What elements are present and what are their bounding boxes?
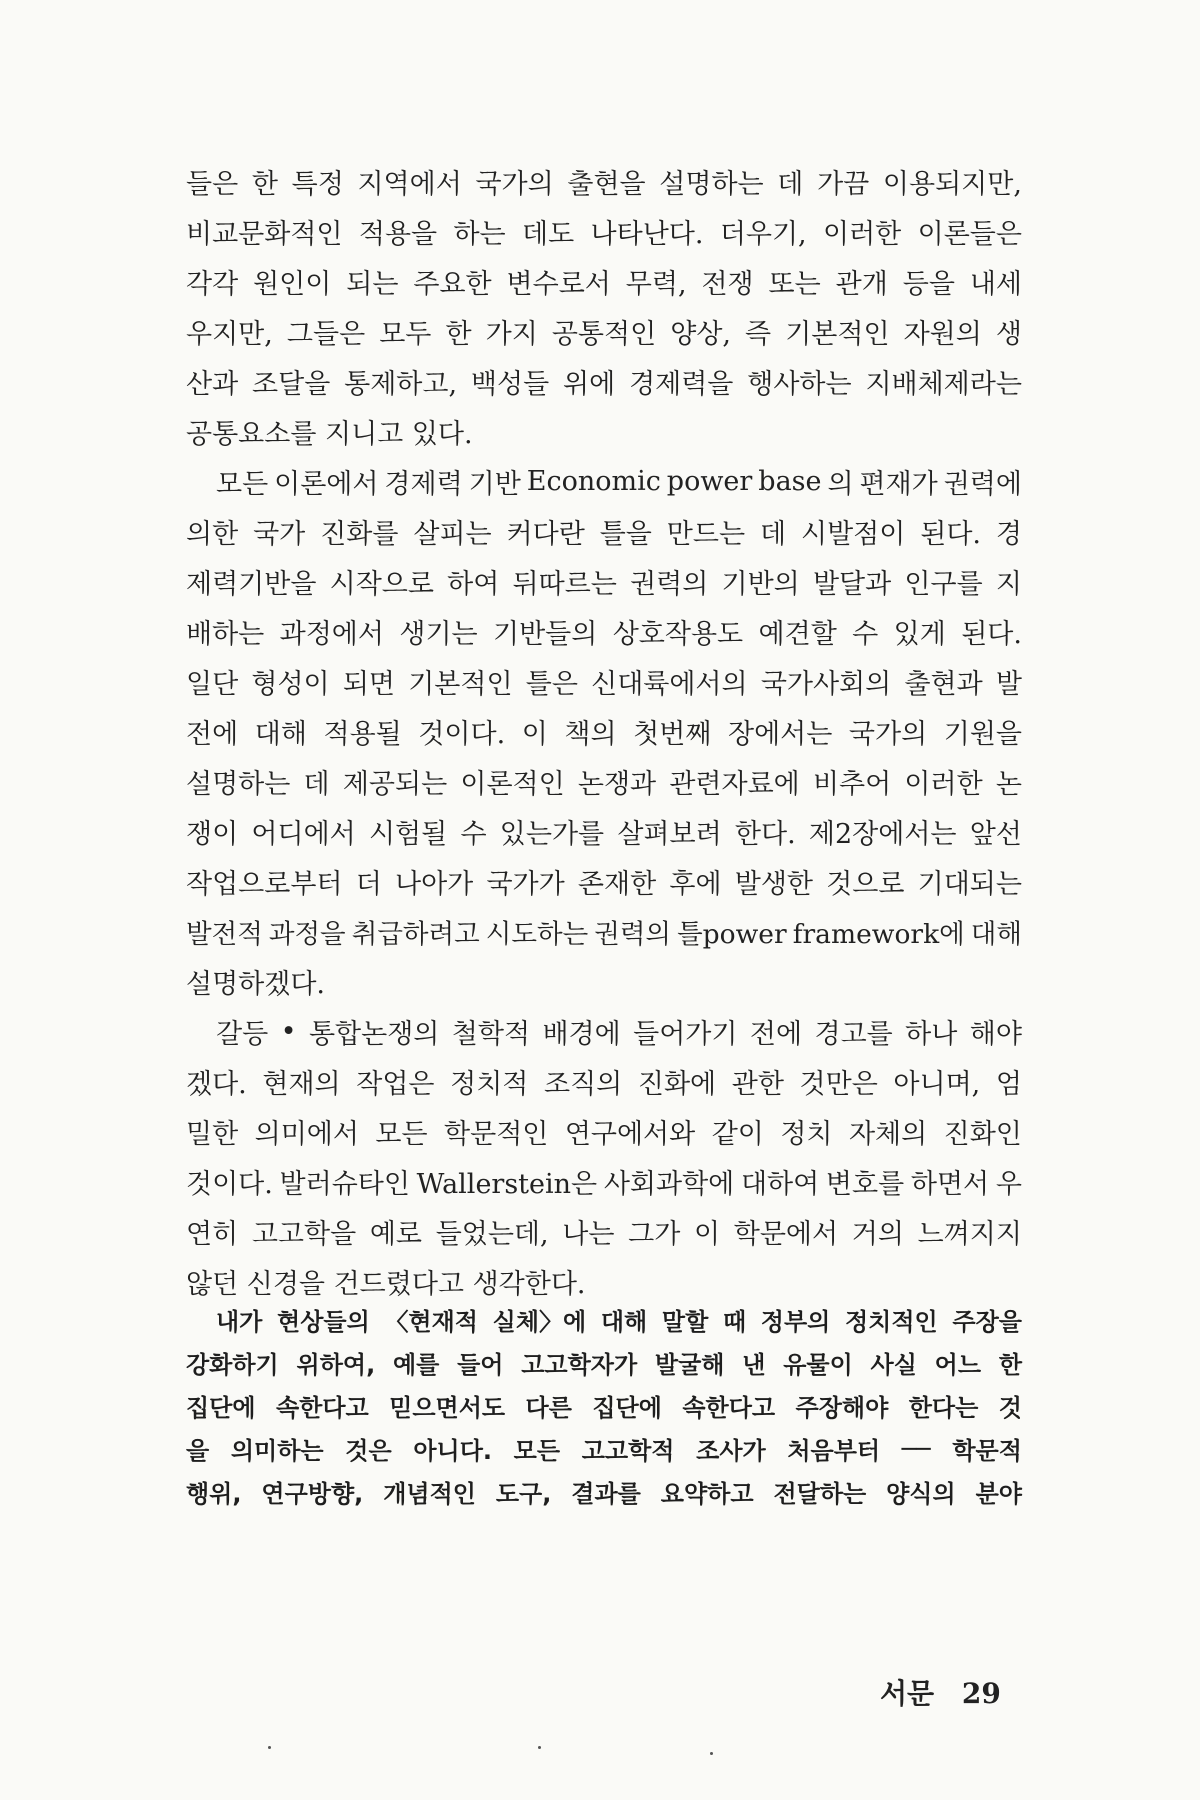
page-number: 29 (961, 1677, 1001, 1710)
paragraph (186, 1006, 1022, 1306)
text-line: 일단 형성이 되면 기본적인 틀은 신대륙에서의 국가사회의 출현과 발 (186, 668, 1022, 700)
block-quote (186, 1298, 1022, 1513)
quote-line: 집단에 속한다고 믿으면서도 다른 집단에 속한다고 주장해야 한다는 것 (186, 1394, 1022, 1422)
text-line: 것이다. 발러슈타인 Wallerstein은 사회과학에 대하여 변호를 하면서 우 (186, 1168, 1022, 1200)
text-line: 제력기반을 시작으로 하여 뒤따르는 권력의 기반의 발달과 인구를 지 (186, 568, 1022, 600)
text-line: 들은 한 특정 지역에서 국가의 출현을 설명하는 데 가끔 이용되지만, (186, 168, 1022, 200)
paragraph (186, 456, 1022, 1006)
text-line: 밀한 의미에서 모든 학문적인 연구에서와 같이 정치 자체의 진화인 (186, 1118, 1022, 1150)
text-line: 전에 대해 적용될 것이다. 이 책의 첫번째 장에서는 국가의 기원을 (186, 718, 1022, 750)
text-line: 쟁이 어디에서 시험될 수 있는가를 살펴보려 한다. 제2장에서는 앞선 (186, 818, 1022, 850)
quote-line: 을 의미하는 것은 아니다. 모든 고고학적 조사가 처음부터 ── 학문적 (186, 1434, 1022, 1465)
text-line: 우지만, 그들은 모두 한 가지 공통적인 양상, 즉 기본적인 자원의 생 (186, 318, 1022, 350)
text-line: 산과 조달을 통제하고, 백성들 위에 경제력을 행사하는 지배체제라는 (186, 368, 1022, 400)
text-line: 모든 이론에서 경제력 기반 Economic power base 의 편재가 권력에 (216, 465, 1022, 500)
text-line: 겠다. 현재의 작업은 정치적 조직의 진화에 관한 것만은 아니며, 엄 (186, 1068, 1022, 1100)
text-line: 설명하는 데 제공되는 이론적인 논쟁과 관련자료에 비추어 이러한 논 (186, 768, 1022, 800)
text-line: 작업으로부터 더 나아가 국가가 존재한 후에 발생한 것으로 기대되는 (186, 868, 1022, 900)
body-text (186, 156, 1022, 1306)
text-line: 설명하겠다. (186, 968, 325, 1000)
paragraph (186, 156, 1022, 456)
scan-speck (268, 1746, 271, 1749)
text-line: 발전적 과정을 취급하려고 시도하는 권력의 틀power framework에 대해 (186, 918, 1022, 950)
text-line: 갈등 • 통합논쟁의 철학적 배경에 들어가기 전에 경고를 하나 해야 (216, 1015, 1022, 1050)
text-line: 않던 신경을 건드렸다고 생각한다. (186, 1268, 586, 1300)
text-line: 공통요소를 지니고 있다. (186, 418, 473, 450)
running-section-title: 서문 (880, 1677, 935, 1710)
page-footer (880, 1672, 1001, 1712)
text-line: 배하는 과정에서 생기는 기반들의 상호작용도 예견할 수 있게 된다. (186, 618, 1022, 650)
quote-line: 강화하기 위하여, 예를 들어 고고학자가 발굴해 낸 유물이 사실 어느 한 (186, 1351, 1022, 1379)
text-line: 각각 원인이 되는 주요한 변수로서 무력, 전쟁 또는 관개 등을 내세 (186, 268, 1022, 300)
text-line: 의한 국가 진화를 살피는 커다란 틀을 만드는 데 시발점이 된다. 경 (186, 518, 1022, 550)
text-line: 연히 고고학을 예로 들었는데, 나는 그가 이 학문에서 거의 느껴지지 (186, 1218, 1022, 1250)
quote-line: 내가 현상들의 〈현재적 실체〉에 대해 말할 때 정부의 정치적인 주장을 (216, 1308, 1022, 1336)
quote-line: 행위, 연구방향, 개념적인 도구, 결과를 요약하고 전달하는 양식의 분야 (186, 1480, 1022, 1508)
text-line: 비교문화적인 적용을 하는 데도 나타난다. 더우기, 이러한 이론들은 (186, 218, 1022, 250)
scan-speck (710, 1752, 713, 1755)
scan-speck (538, 1746, 541, 1749)
